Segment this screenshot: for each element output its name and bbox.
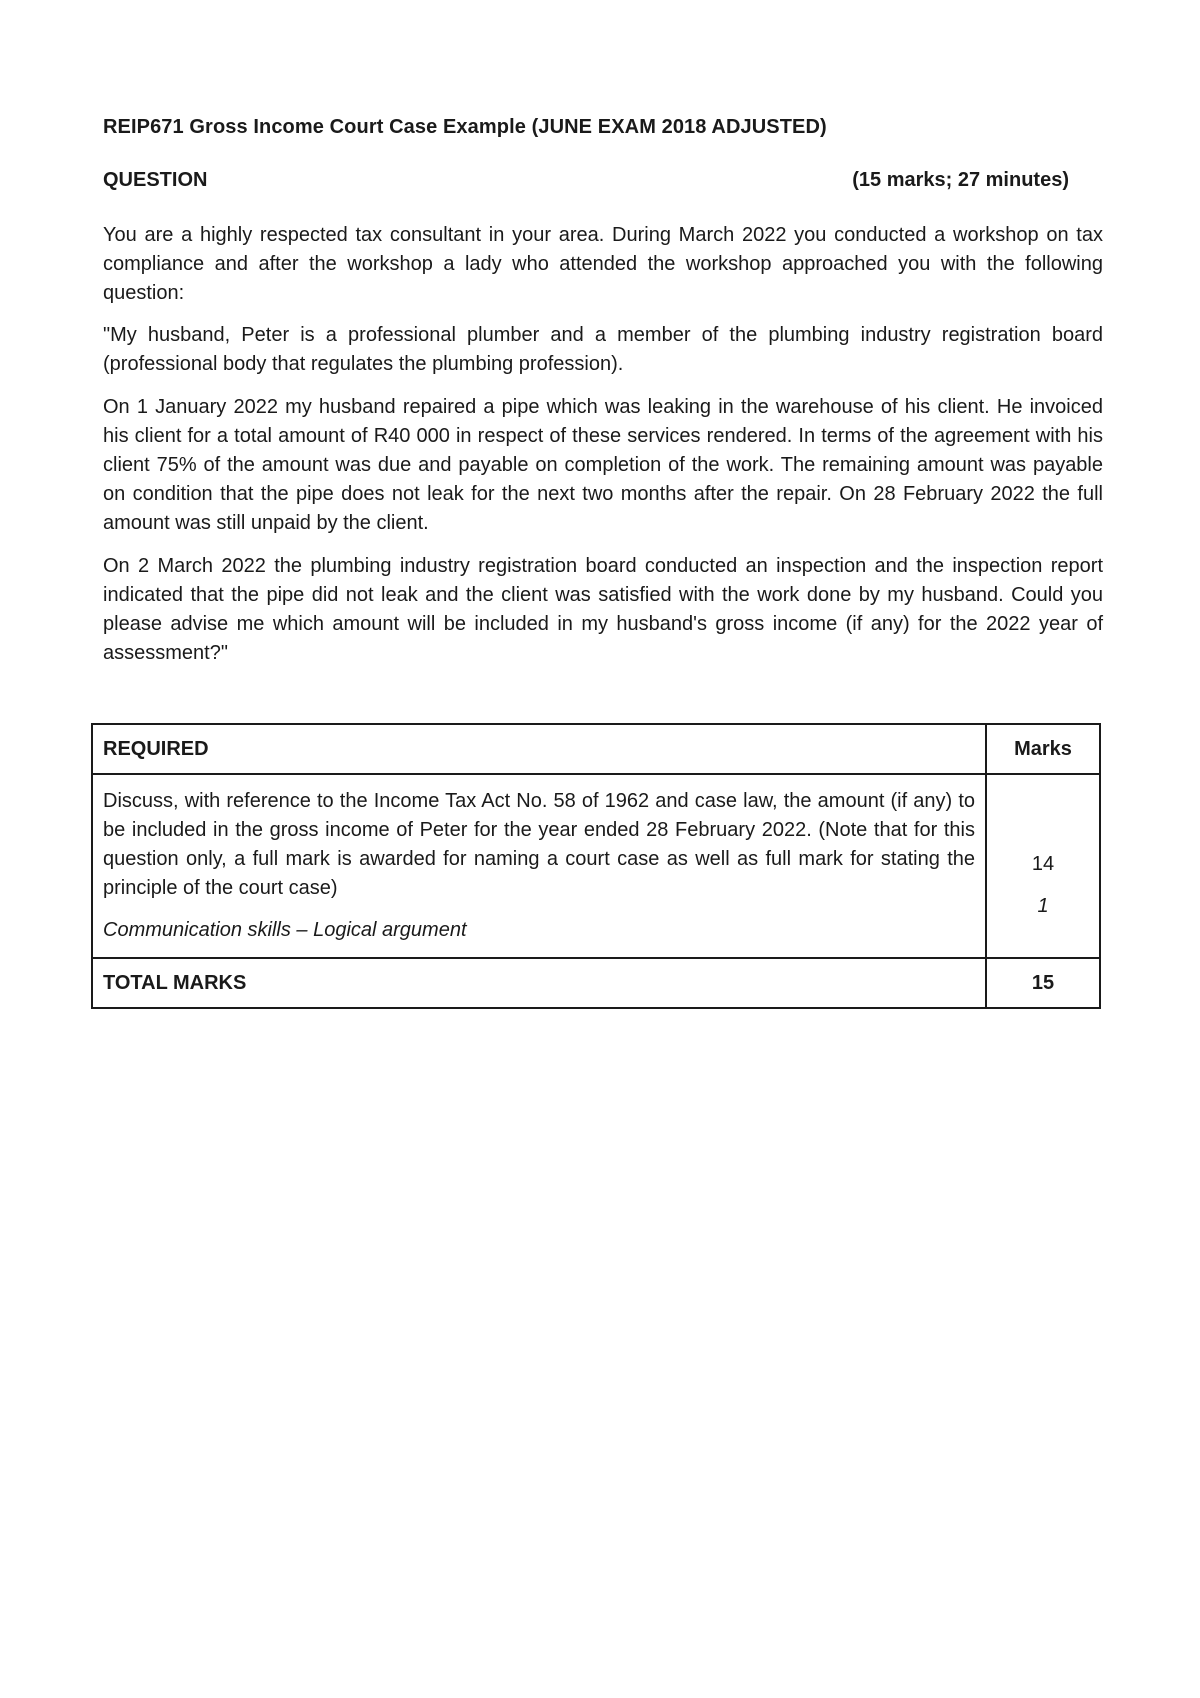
table-row-total [92, 958, 1100, 1008]
header-required: REQUIRED [92, 724, 986, 774]
discuss-marks-value: 14 [1031, 853, 1055, 875]
discuss-instruction: Discuss, with reference to the Income Tax Act No. 58 of 1962 and case law, the amount (if any) to be included in the gross income of Peter for the year ended 28 February 2022. (Note that for this question only, a full mark is awarded for naming a court case as well as full mark for stating the principle of the court case) [103, 790, 975, 899]
document-title: REIP671 Gross Income Court Case Example (JUNE EXAM 2018 ADJUSTED) [103, 116, 827, 138]
paragraph-inspection-question: On 2 March 2022 the plumbing industry registration board conducted an inspection and the inspection report indicated that the pipe did not leak and the client was satisfied with the work done by my husband. Could you please advise me which amount will be included in my husband's gross income (if any) for the 2022 year of assessment?" [103, 555, 1103, 664]
table-header-row [92, 724, 1100, 774]
question-header [103, 169, 1069, 195]
paragraph-repair-invoice: On 1 January 2022 my husband repaired a pipe which was leaking in the warehouse of his client. He invoiced his client for a total amount of R40 000 in respect of these services rendered. In terms of the agreement with his client 75% of the amount was due and payable on completion of the work. The remaining amount was payable on condition that the pipe does not leak for the next two months after the repair. On 28 February 2022 the full amount was still unpaid by the client. [103, 396, 1103, 534]
paragraph-scenario-intro: You are a highly respected tax consultant in your area. During March 2022 you conducted a workshop on tax compliance and after the workshop a lady who attended the workshop approached you with the following question: [103, 224, 1103, 304]
question-marks-and-time: (15 marks; 27 minutes) [852, 169, 1069, 191]
table-row-discuss [92, 774, 1100, 958]
total-marks-value: 15 [986, 958, 1100, 1008]
discuss-marks-cell [986, 774, 1100, 958]
communication-skills-label: Communication skills – Logical argument [103, 919, 467, 941]
discuss-cell [92, 774, 986, 958]
required-marks-table [91, 723, 1101, 1009]
communication-marks-value: 1 [1037, 895, 1049, 917]
paragraph-husband-profession: "My husband, Peter is a professional plumber and a member of the plumbing industry registration board (professional body that regulates the plumbing profession). [103, 324, 1103, 375]
question-label: QUESTION [103, 169, 208, 191]
total-marks-label: TOTAL MARKS [92, 958, 986, 1008]
header-marks: Marks [986, 724, 1100, 774]
